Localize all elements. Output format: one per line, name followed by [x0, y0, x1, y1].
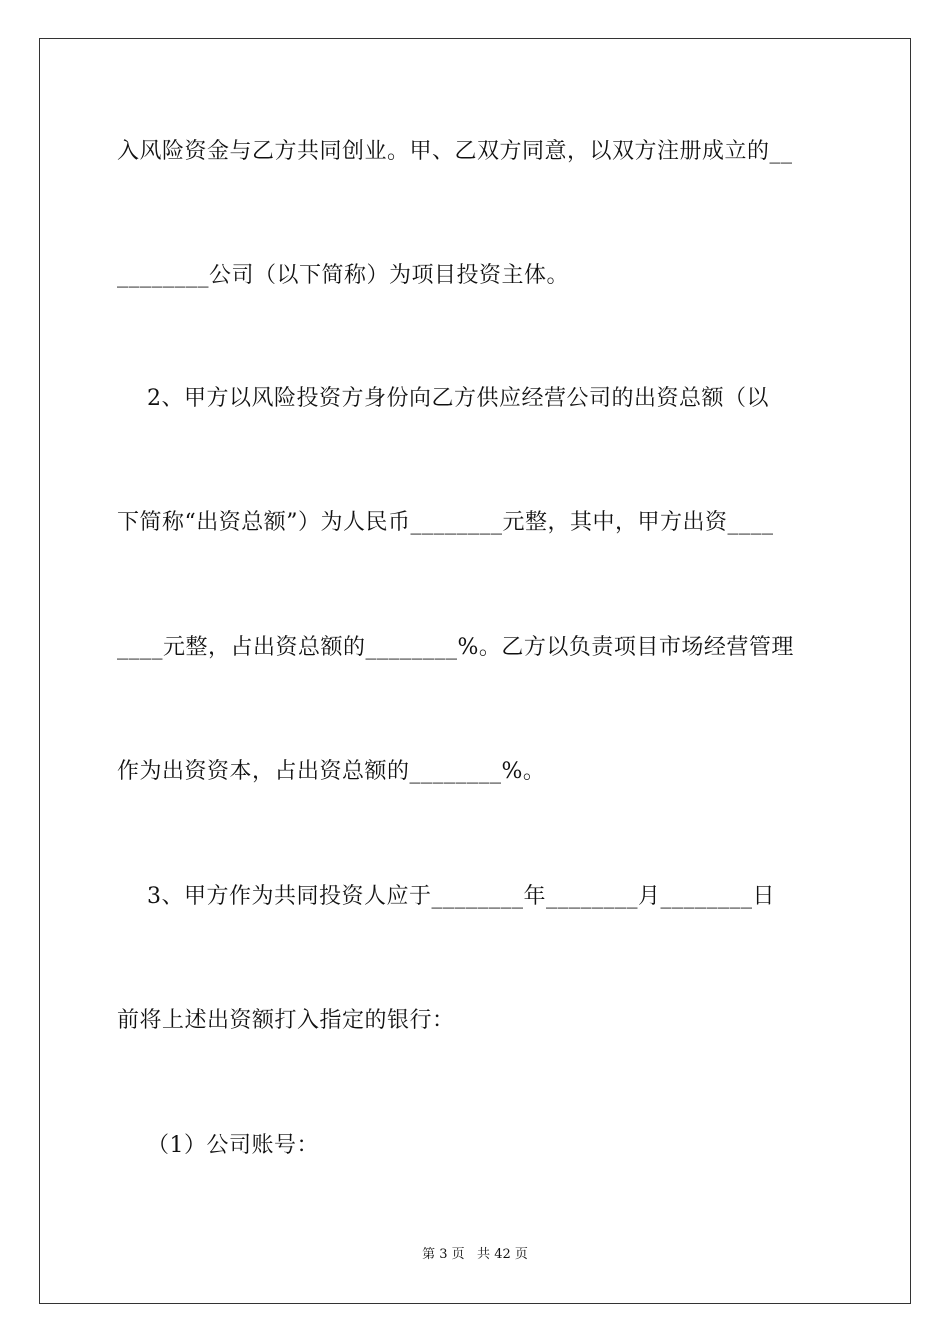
paragraph-line-6: 作为出资资本，占出资总额的________%。: [117, 759, 546, 784]
paragraph-line-3: 2、甲方以风险投资方身份向乙方供应经营公司的出资总额（以: [117, 386, 769, 411]
paragraph-line-9: （1）公司账号：: [117, 1133, 319, 1158]
page-border: [39, 38, 911, 1304]
paragraph-line-8: 前将上述出资额打入指定的银行：: [117, 1008, 455, 1033]
paragraph-line-5: ____元整，占出资总额的________%。乙方以负责项目市场经营管理: [117, 635, 794, 660]
paragraph-line-4: 下简称“出资总额”）为人民币________元整，其中，甲方出资____: [117, 510, 774, 535]
paragraph-line-1: 入风险资金与乙方共同创业。甲、乙双方同意，以双方注册成立的__: [117, 139, 793, 164]
paragraph-line-7: 3、甲方作为共同投资人应于________年________月________日: [117, 884, 775, 909]
paragraph-line-2: ________公司（以下简称）为项目投资主体。: [117, 263, 570, 288]
page-number-footer: 第 3 页 共 42 页: [422, 1247, 528, 1262]
